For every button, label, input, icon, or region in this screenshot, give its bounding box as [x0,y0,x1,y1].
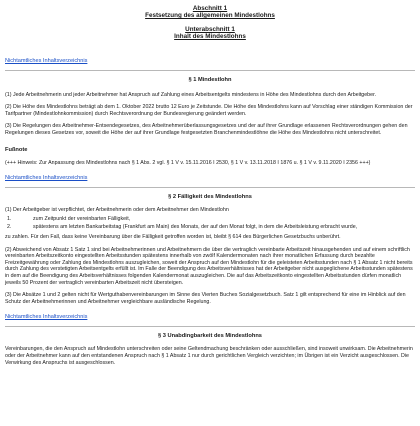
divider [5,70,415,71]
para1-abs3: (3) Die Regelungen des Arbeitnehmer-Entsendegesetzes, des Arbeitnehmerüberlassungsgesetzes und der auf ihrer Grundlage erlassenen Rechtsverordnungen gehen den Regelungen dieses Gesetzes vor, soweit die Höhe der auf ihrer Grundlage festgesetzten Branchenmindestlöhne die Höhe des Mindestlohns nicht unterschreitet. [5,123,408,136]
paragraph-2-title: § 2 Fälligkeit des Mindestlohns [168,194,252,201]
paragraph-3-title: § 3 Unabdingbarkeit des Mindestlohns [158,333,262,340]
section-heading [5,0,415,20]
para1-abs1: (1) Jede Arbeitnehmerin und jeder Arbeitnehmer hat Anspruch auf Zahlung eines Arbeitsentgelts mindestens in Höhe des Mindestlohns durch den Arbeitgeber. [5,91,377,98]
subsection-title: Inhalt des Mindestlohns [174,33,246,41]
toc-link[interactable]: Nichtamtliches Inhaltsverzeichnis [5,175,88,182]
paragraph-1-title: § 1 Mindestlohn [188,76,232,83]
item-text: zum Zeitpunkt der vereinbarten Fälligkeit, [33,215,131,222]
item-text: spätestens am letzten Bankarbeitstag (Frankfurt am Main) des Monats, der auf den Monat folgt, in dem die Arbeitsleistung erbracht wurde, [33,224,358,231]
list-item [5,224,415,231]
para1-abs2: (2) Die Höhe des Mindestlohns beträgt ab dem 1. Oktober 2022 brutto 12 Euro je Zeitstunde. Die Höhe des Mindestlohns kann auf Vorschlag einer ständigen Kommission der Tarifpartner (Mindestlohnkommission) durch Rechtsverordnung der Bundesregierung geändert werden. [5,104,413,117]
para3-text: Vereinbarungen, die den Anspruch auf Mindestlohn unterschreiten oder seine Geltendmachung beschränken oder ausschließen, sind insoweit unwirksam. Die Arbeitnehmerin oder der Arbeitnehmer kann auf den entstandenen Anspruch nach § 1 Absatz 1 nur durch gerichtlichen Vergleich verzichten; im Übrigen ist ein Verzicht ausgeschlossen. Die Verwirkung des Anspruchs ist ausgeschlossen. [5,346,413,366]
divider [5,187,415,188]
footnote-title: Fußnote [5,146,28,153]
section-number: Abschnitt 1 [192,5,228,12]
para2-abs1-intro: (1) Der Arbeitgeber ist verpflichtet, der Arbeitnehmerin oder dem Arbeitnehmer den Mindestlohn [5,207,229,214]
toc-link[interactable]: Nichtamtliches Inhaltsverzeichnis [5,57,88,64]
toc-link[interactable]: Nichtamtliches Inhaltsverzeichnis [5,314,88,321]
footnote-text: (+++ Hinweis: Zur Anpassung des Mindestlohns nach § 1 Abs. 2 vgl. § 1 V v. 15.11.2016 I 2530, § 1 V v. 13.11.2018 I 1876 u. § 1 V v. 9.11.2020 I 2356 +++) [5,159,371,166]
item-number: 1. [7,215,12,222]
para2-abs3: (3) Die Absätze 1 und 2 gelten nicht für Wertguthabenvereinbarungen im Sinne des Vierten Buches Sozialgesetzbuch. Satz 1 gilt entsprechend für eine im Hinblick auf den Schutz der Arbeitnehmerinnen und Arbeitnehmer vergleichbare ausländische Regelung. [5,292,406,305]
item-number: 2. [7,224,12,231]
para2-abs1-outro: zu zahlen. Für den Fall, dass keine Vereinbarung über die Fälligkeit getroffen worden ist, bleibt § 614 des Bürgerlichen Gesetzbuchs unberührt. [5,233,341,240]
section-title: Festsetzung des allgemeinen Mindestlohns [145,12,275,20]
subsection-number: Unterabschnitt 1 [185,25,235,33]
subsection-heading [5,26,415,41]
list-item [5,216,415,223]
divider [5,326,415,327]
para2-abs2: (2) Abweichend von Absatz 1 Satz 1 sind bei Arbeitnehmerinnen und Arbeitnehmern die über die vertraglich vereinbarte Arbeitszeit hinausgehenden und auf einem schriftlich vereinbarten Arbeitszeitkonto eingestellten Arbeitsstunden spätestens innerhalb von zwölf Kalendermonaten nach ihrer monatlichen Erfassung durch bezahlte Freizeitgewährung oder Zahlung des Mindestlohns auszugleichen, soweit der Anspruch auf den Mindestlohn für die geleisteten Arbeitsstunden nach § 1 Absatz 1 nicht bereits durch Zahlung des verstetigten Arbeitsentgelts erfüllt ist. Im Falle der Beendigung des Arbeitsverhältnisses hat der Arbeitgeber nicht ausgeglichene Arbeitsstunden spätestens in dem auf die Beendigung des Arbeitsverhältnisses folgenden Kalendermonat auszugleichen. Die auf das Arbeitszeitkonto eingestellten Arbeitsstunden dürfen monatlich jeweils 50 Prozent der vertraglich vereinbarten Arbeitszeit nicht übersteigen. [5,246,413,286]
